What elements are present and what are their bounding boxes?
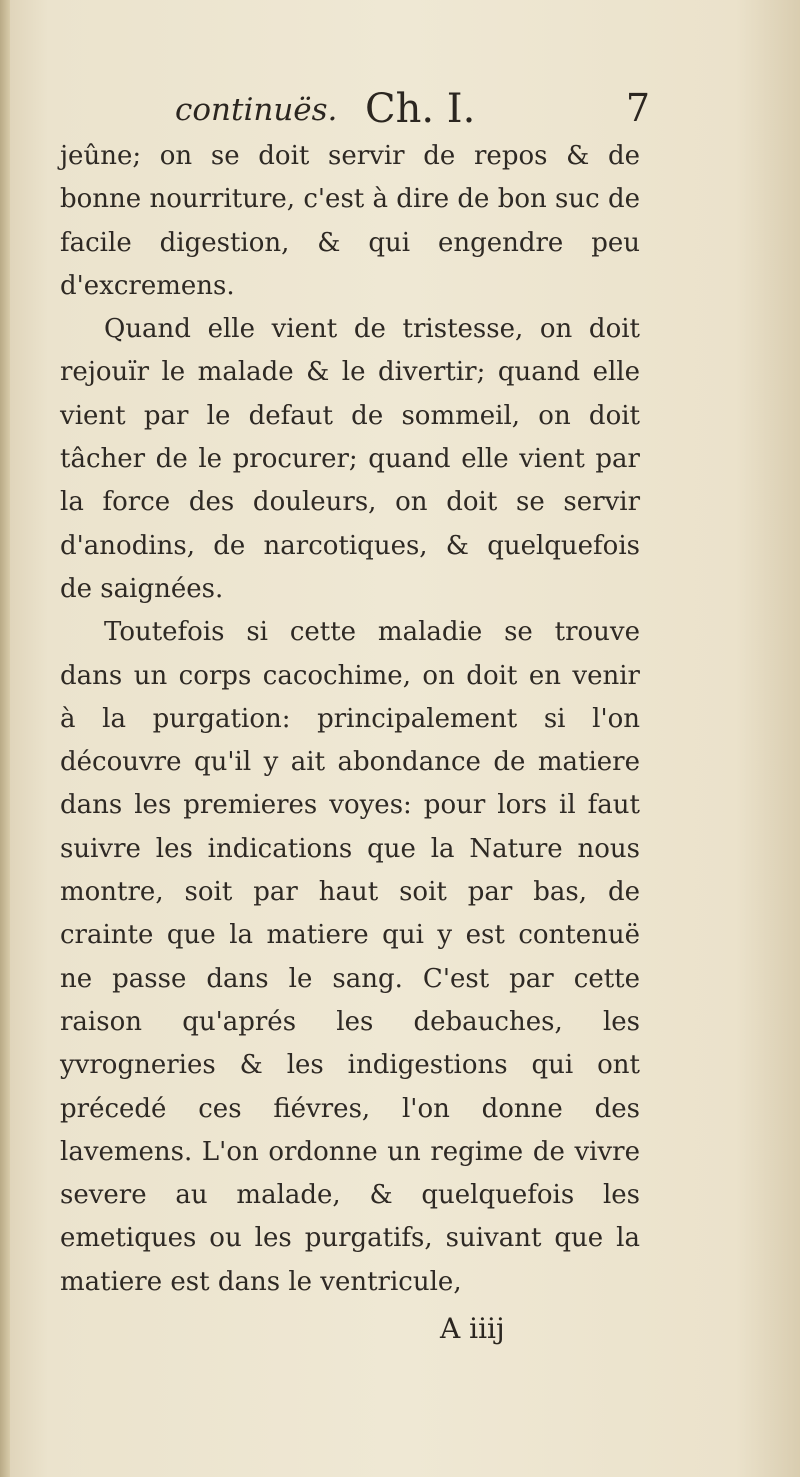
header-title: continuës.: [175, 92, 338, 128]
page-number: 7: [625, 86, 650, 130]
paragraph: Toutefois si cette maladie se trouve dans un corps cacochime, on doit en venir à la purgation: principalement si l'on découvre qu'il y ait abondance de matiere dans les premieres voyes: pour lors il faut suivre les indications que la Nature nous montre, soit par haut soit par bas, de crainte que la matiere qui y est contenuë ne passe dans le sang. C'est par cette raison qu'aprés les debauches, les yvrogneries & les indigestions qui ont précedé ces fiévres, l'on donne des lavemens. L'on ordonne un regime de vivre severe au malade, & quelquefois les emetiques ou les purgatifs, suivant que la matiere est dans le ventricule,: [60, 617, 640, 1297]
signature-mark: A iiij: [440, 1312, 505, 1345]
paragraph: jeûne; on se doit servir de repos & de bonne nourriture, c'est à dire de bon suc de facile digestion, & qui engendre peu d'excremens.: [60, 141, 640, 301]
body-text: [60, 135, 640, 1304]
page-spine-edge: [0, 0, 10, 1477]
paragraph: Quand elle vient de tristesse, on doit rejouïr le malade & le divertir; quand elle vient par le defaut de sommeil, on doit tâcher de le procurer; quand elle vient par la force des douleurs, on doit se servir d'anodins, de narcotiques, & quelquefois de saignées.: [60, 314, 640, 604]
running-header: [175, 86, 650, 136]
header-chapter: Ch. I.: [365, 86, 476, 132]
